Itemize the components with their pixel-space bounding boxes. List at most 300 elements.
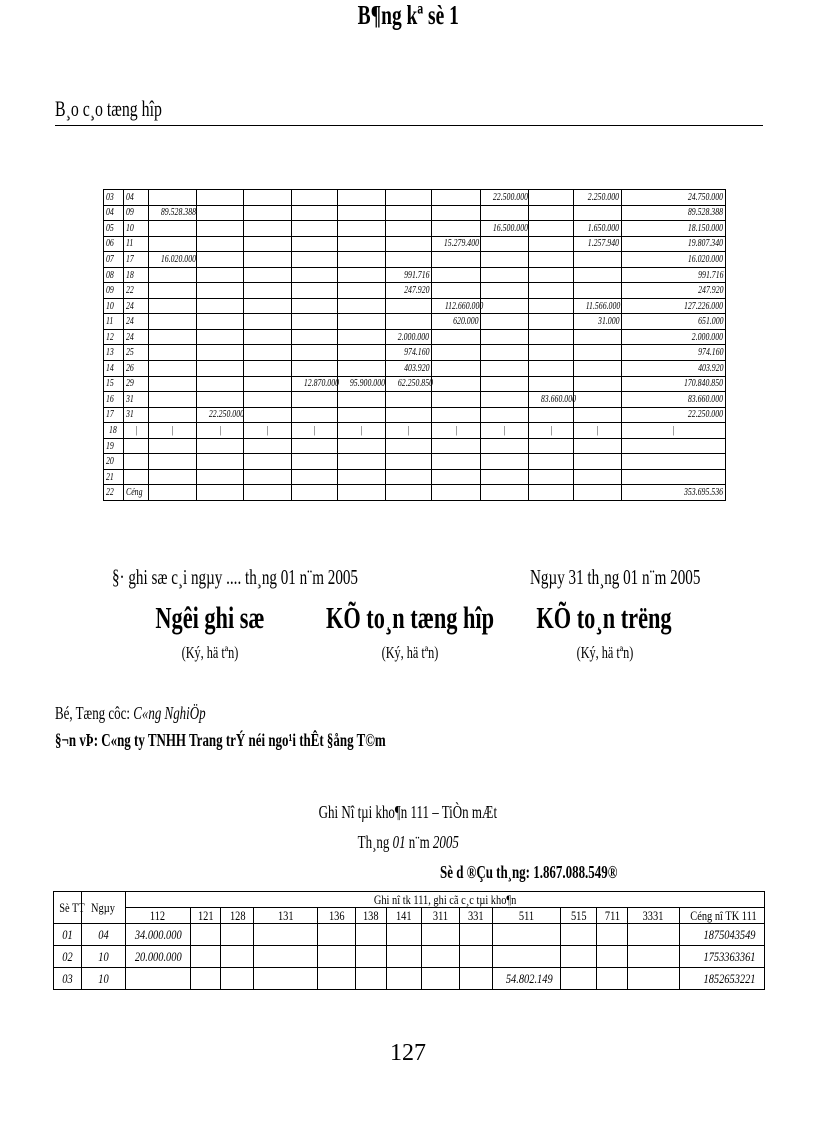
table-cell (574, 485, 622, 501)
table-cell (481, 205, 529, 221)
cell-text: 11 (106, 316, 114, 328)
table-cell (432, 423, 481, 439)
cell-text: 10 (98, 949, 109, 964)
table-cell (574, 298, 622, 314)
table-cell (292, 361, 338, 377)
table-cell (622, 376, 726, 392)
table-cell (338, 423, 386, 439)
table-cell (338, 361, 386, 377)
cell-text: 04 (106, 207, 114, 219)
table-cell (149, 407, 197, 423)
table-cell (386, 236, 432, 252)
table-cell (597, 946, 628, 968)
col-header-account (318, 908, 356, 924)
table-cell (197, 190, 244, 206)
signer-recorder-title: Ngêi ghi sæ (155, 600, 265, 635)
table-cell (432, 438, 481, 454)
cell-text: 10 (98, 971, 109, 986)
cell-text: 16.020.000 (687, 253, 723, 265)
table-cell (529, 392, 574, 408)
cell-text: 1875043549 (703, 927, 756, 942)
table-cell (338, 485, 386, 501)
table-cell (459, 946, 492, 968)
cell-text: 18.150.000 (687, 222, 723, 234)
table-cell (149, 252, 197, 268)
table-row (104, 423, 726, 439)
table-cell (432, 469, 481, 485)
table-row (104, 205, 726, 221)
table-cell (292, 283, 338, 299)
table-cell (492, 924, 561, 946)
table-cell (292, 407, 338, 423)
table-cell (104, 423, 124, 439)
table-cell (574, 190, 622, 206)
cell-text: 170.840.850 (684, 378, 723, 390)
ledger-table (103, 189, 726, 501)
table-cell (481, 267, 529, 283)
table-cell (679, 946, 764, 968)
table-cell (432, 314, 481, 330)
table-cell (197, 423, 244, 439)
cell-text: 03 (106, 191, 114, 203)
table-cell (574, 329, 622, 345)
col-header-account-text: 141 (395, 908, 412, 923)
table-cell (574, 267, 622, 283)
signer-recorder-sub: (Ký, hä tªn) (181, 643, 239, 662)
table-cell (197, 283, 244, 299)
table-cell (197, 314, 244, 330)
table-cell (338, 298, 386, 314)
table-cell (244, 298, 292, 314)
month-label: Th¸ng (357, 832, 393, 852)
table-cell (622, 283, 726, 299)
table-cell (197, 376, 244, 392)
table-cell (529, 205, 574, 221)
table-cell (221, 968, 254, 990)
table-cell (338, 345, 386, 361)
table-cell (104, 205, 124, 221)
table-cell (481, 329, 529, 345)
table-cell (481, 485, 529, 501)
table-cell (386, 407, 432, 423)
table-cell (432, 221, 481, 237)
table-cell (124, 407, 149, 423)
table-cell (149, 221, 197, 237)
table-cell (622, 392, 726, 408)
cell-text: 2.250.000 (587, 191, 619, 203)
table-cell (432, 454, 481, 470)
cell-text: 20.000.000 (134, 949, 182, 964)
table-cell (574, 361, 622, 377)
table-cell (432, 190, 481, 206)
cell-text: 18 (126, 269, 134, 281)
table-cell (244, 221, 292, 237)
cell-text: | (503, 424, 506, 436)
cell-text: 24 (126, 331, 134, 343)
cell-text: 20 (106, 456, 114, 468)
table-cell (386, 283, 432, 299)
table-cell (124, 267, 149, 283)
cell-text: | (407, 424, 410, 436)
table-cell (574, 283, 622, 299)
table-cell (149, 205, 197, 221)
table-cell (149, 236, 197, 252)
ministry-value: C«ng NghiÖp (133, 703, 206, 723)
table-cell (432, 361, 481, 377)
cell-text: Céng (126, 487, 143, 499)
cell-text: 21 (106, 471, 114, 483)
table-cell (338, 392, 386, 408)
table-cell (459, 924, 492, 946)
sheet-period (0, 832, 816, 853)
col-header-account-text: 711 (604, 908, 620, 923)
sheet-period-text (357, 832, 458, 853)
table-cell (292, 485, 338, 501)
table-cell (197, 345, 244, 361)
table-cell (124, 190, 149, 206)
cell-text: 01 (62, 927, 73, 942)
cell-text: 403.920 (697, 362, 723, 374)
table-cell (124, 221, 149, 237)
cell-text: 247.920 (697, 285, 723, 297)
table-cell (318, 968, 356, 990)
cell-text: 1.257.940 (587, 238, 619, 250)
table-cell (386, 376, 432, 392)
cell-text: 89.528.388 (160, 207, 196, 219)
table-cell (54, 946, 82, 968)
table-cell (149, 423, 197, 439)
table-cell (622, 361, 726, 377)
page-header-title: B¸o c¸o tæng hîp (55, 96, 162, 121)
table-cell (292, 469, 338, 485)
table-cell (679, 924, 764, 946)
table-cell (292, 267, 338, 283)
table-row (104, 298, 726, 314)
table-cell (529, 345, 574, 361)
cell-text: | (360, 424, 363, 436)
table-cell (386, 361, 432, 377)
table-cell (149, 392, 197, 408)
table-cell (338, 407, 386, 423)
table-cell (254, 968, 318, 990)
table-cell (481, 469, 529, 485)
table-cell (386, 314, 432, 330)
table-cell (386, 329, 432, 345)
cell-text: 247.920 (403, 285, 429, 297)
table-cell (481, 314, 529, 330)
table-cell (197, 469, 244, 485)
col-header-account (356, 908, 387, 924)
col-header-account-text: Céng nî TK 111 (689, 908, 757, 923)
table-cell (338, 221, 386, 237)
col-header-account-text: 311 (432, 908, 448, 923)
table-cell (124, 423, 149, 439)
cell-text: 112.660.000 (444, 300, 484, 312)
table-cell (622, 345, 726, 361)
table-cell (124, 361, 149, 377)
table-cell (386, 469, 432, 485)
table-cell (197, 267, 244, 283)
cell-text: 24.750.000 (687, 191, 723, 203)
cell-text: 04 (126, 191, 134, 203)
cell-text: 651.000 (697, 316, 723, 328)
opening-balance: Sè d ®Çu th¸ng: 1.867.088.549® (440, 862, 618, 882)
table-cell (529, 454, 574, 470)
table-cell (432, 267, 481, 283)
signer-chief-accountant-sub: (Ký, hä tªn) (576, 643, 634, 662)
cell-text: 95.900.000 (349, 378, 385, 390)
cell-text: 14 (106, 362, 114, 374)
table-cell (574, 252, 622, 268)
table-cell (622, 329, 726, 345)
table-cell (81, 968, 125, 990)
table-cell (356, 946, 387, 968)
table-cell (104, 345, 124, 361)
table-cell (244, 438, 292, 454)
table-cell (529, 221, 574, 237)
cell-text: 10 (126, 222, 134, 234)
table-cell (149, 267, 197, 283)
table-cell (292, 392, 338, 408)
table-cell (124, 314, 149, 330)
cell-text: 09 (106, 285, 114, 297)
table-row (104, 407, 726, 423)
cell-text: 2.000.000 (691, 331, 723, 343)
table-cell (421, 946, 459, 968)
table-row (104, 252, 726, 268)
table-cell (529, 438, 574, 454)
table-cell (124, 376, 149, 392)
table-cell (244, 205, 292, 221)
cell-text: 18 (108, 424, 117, 436)
table-cell (574, 314, 622, 330)
table-cell (292, 438, 338, 454)
cell-text: 24 (126, 300, 134, 312)
cell-text: 1.650.000 (587, 222, 619, 234)
table-cell (124, 252, 149, 268)
cell-text: 991.716 (697, 269, 723, 281)
table-cell (149, 345, 197, 361)
table-cell (432, 329, 481, 345)
table-cell (244, 236, 292, 252)
table-cell (197, 438, 244, 454)
col-header-account (421, 908, 459, 924)
sheet-subtitle (0, 802, 816, 823)
table-cell (628, 968, 679, 990)
table-cell (190, 924, 221, 946)
table-cell (481, 392, 529, 408)
table-row (104, 376, 726, 392)
cell-text: 974.160 (697, 347, 723, 359)
table-cell (679, 968, 764, 990)
table-cell (292, 314, 338, 330)
table-cell (386, 345, 432, 361)
table-cell (386, 205, 432, 221)
table-cell (104, 485, 124, 501)
table-cell (54, 924, 82, 946)
table-cell (104, 221, 124, 237)
sign-date: Ngµy 31 th¸ng 01 n¨m 2005 (530, 565, 701, 589)
table-cell (529, 283, 574, 299)
ministry-line (55, 703, 206, 724)
table-cell (124, 329, 149, 345)
cell-text: 10 (106, 300, 114, 312)
table-cell (104, 283, 124, 299)
col-header-stt (54, 892, 85, 924)
table-row (104, 469, 726, 485)
cell-text: 19 (106, 440, 114, 452)
table-cell (149, 376, 197, 392)
table-row (104, 283, 726, 299)
table-cell (386, 924, 421, 946)
cell-text: | (134, 424, 137, 436)
col-header-date-text: Ngµy (91, 900, 116, 915)
year-value: 2005 (432, 832, 459, 852)
cell-text: 22.250.000 (208, 409, 244, 421)
cell-text: 26 (126, 362, 134, 374)
table-cell (149, 329, 197, 345)
table-cell (574, 236, 622, 252)
table-cell (561, 968, 597, 990)
table-cell (104, 376, 124, 392)
table-cell (104, 298, 124, 314)
table-cell (529, 314, 574, 330)
cell-text: 15 (106, 378, 114, 390)
table-cell (338, 469, 386, 485)
table-cell (124, 454, 149, 470)
table-cell (244, 267, 292, 283)
table-cell (529, 236, 574, 252)
cell-text: 08 (106, 269, 114, 281)
table-cell (386, 252, 432, 268)
table-cell (481, 190, 529, 206)
table-row (104, 345, 726, 361)
cell-text: 83.660.000 (687, 393, 723, 405)
cell-text: 54.802.149 (505, 971, 553, 986)
col-header-account-text: 128 (229, 908, 246, 923)
table-cell (221, 924, 254, 946)
table-cell (481, 252, 529, 268)
table-cell (432, 236, 481, 252)
table-cell (481, 376, 529, 392)
table-cell (481, 236, 529, 252)
table-cell (104, 361, 124, 377)
table-cell (481, 283, 529, 299)
table-cell (432, 392, 481, 408)
table-cell (356, 924, 387, 946)
table-cell (125, 968, 190, 990)
table-cell (338, 376, 386, 392)
table-cell (244, 423, 292, 439)
table-cell (622, 190, 726, 206)
table-cell (529, 298, 574, 314)
col-header-account-text: 136 (328, 908, 345, 923)
cell-text: 62.250.850 (397, 378, 433, 390)
cell-text: 22.500.000 (492, 191, 528, 203)
table-cell (597, 924, 628, 946)
table-cell (197, 236, 244, 252)
table-cell (622, 221, 726, 237)
table-cell (338, 205, 386, 221)
col-header-stt-text: Sè TT (59, 900, 85, 915)
table-cell (338, 267, 386, 283)
table-cell (338, 252, 386, 268)
cell-text: 09 (126, 207, 134, 219)
cell-text: 11 (126, 238, 134, 250)
cell-text: | (218, 424, 221, 436)
table-row (104, 454, 726, 470)
col-header-account-text: 131 (277, 908, 294, 923)
table-cell (529, 267, 574, 283)
table-row (104, 361, 726, 377)
table-cell (292, 221, 338, 237)
cell-text: 31 (126, 409, 134, 421)
table-cell (190, 946, 221, 968)
unit-line: §¬n vÞ: C«ng ty TNHH Trang trÝ néi ngo¹i thÊt §ång T©m (55, 730, 386, 750)
table-cell (432, 407, 481, 423)
table-cell (149, 485, 197, 501)
cell-text: 05 (106, 222, 114, 234)
table-cell (622, 469, 726, 485)
table-cell (356, 968, 387, 990)
table-cell (481, 345, 529, 361)
cell-text: 12.870.000 (303, 378, 339, 390)
table-cell (104, 329, 124, 345)
cell-text: 1852653221 (703, 971, 756, 986)
table-cell (628, 946, 679, 968)
sheet-title (0, 0, 816, 31)
signer-accountant-sub: (Ký, hä tªn) (381, 643, 439, 662)
table-cell (386, 438, 432, 454)
table-cell (104, 236, 124, 252)
cell-text: 25 (126, 347, 134, 359)
table-cell (104, 190, 124, 206)
table-cell (292, 345, 338, 361)
table-cell (492, 968, 561, 990)
table-cell (574, 407, 622, 423)
cell-text: 1753363361 (703, 949, 756, 964)
table-cell (386, 190, 432, 206)
table-cell (125, 946, 190, 968)
col-header-account-text: 121 (197, 908, 214, 923)
cell-text: | (549, 424, 552, 436)
table-cell (197, 298, 244, 314)
cell-text: 2.000.000 (397, 331, 429, 343)
cell-text: 127.226.000 (684, 300, 723, 312)
table-row (104, 485, 726, 501)
cell-text: | (596, 424, 599, 436)
table-cell (386, 454, 432, 470)
table-cell (481, 407, 529, 423)
cell-text: 24 (126, 316, 134, 328)
table-row (104, 314, 726, 330)
cell-text: 16.500.000 (492, 222, 528, 234)
table-cell (529, 485, 574, 501)
table-cell (432, 252, 481, 268)
cell-text: 16 (106, 393, 114, 405)
table-cell (81, 924, 125, 946)
table-cell (338, 190, 386, 206)
table-cell (481, 438, 529, 454)
table-cell (124, 283, 149, 299)
table-cell (104, 438, 124, 454)
table-cell (197, 205, 244, 221)
table-cell (574, 221, 622, 237)
table-cell (622, 267, 726, 283)
col-header-account (459, 908, 492, 924)
table-cell (529, 252, 574, 268)
table-cell (481, 454, 529, 470)
